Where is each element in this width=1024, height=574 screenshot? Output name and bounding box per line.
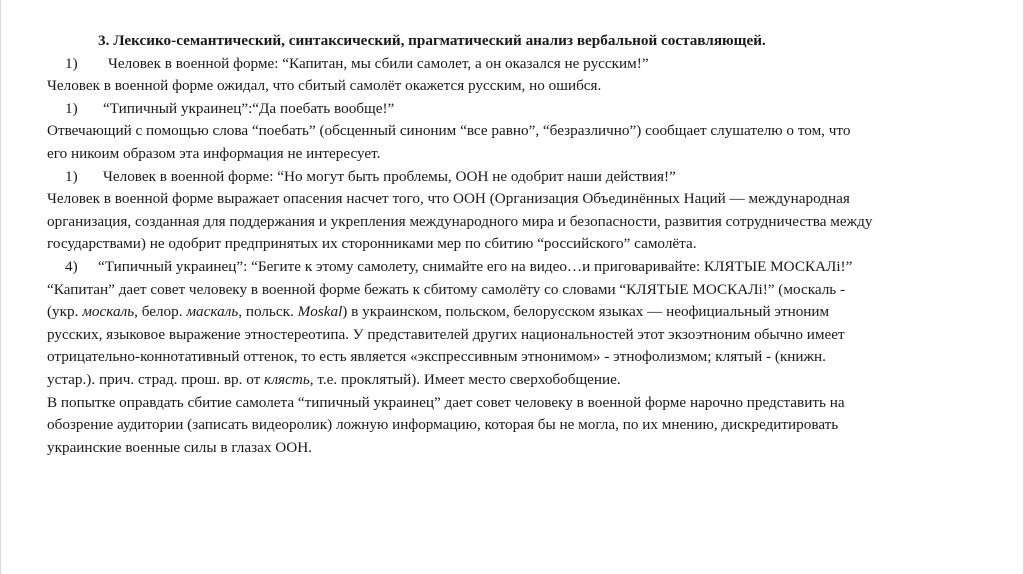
item-text: “Типичный украинец”:“Да поебать вообще!” (103, 99, 395, 117)
text-run: устар.). прич. страд. прош. вр. от (47, 370, 265, 388)
list-item-2 (47, 98, 987, 121)
document-body (47, 30, 987, 459)
paragraph-line: “Капитан” дает совет человеку в военной форме бежать к сбитому самолёту со словами “КЛЯТЫЕ МОСКАЛі!” (москаль - (47, 280, 846, 298)
text-run: , польск. (238, 303, 298, 321)
text-run: , т.е. проклятый). Имеет место сверхобобщение. (309, 370, 621, 388)
list-item-1 (47, 53, 987, 76)
paragraph-line: украинские военные силы в глазах ООН. (47, 438, 312, 456)
item-number: 1) (65, 167, 78, 185)
item-text: Человек в военной форме: “Капитан, мы сбили самолет, а он оказался не русским!” (108, 54, 649, 72)
list-item-3 (47, 166, 987, 189)
italic-word: маскаль (186, 303, 239, 321)
item-text: Человек в военной форме: “Но могут быть проблемы, ООН не одобрит наши действия!” (103, 167, 676, 185)
item-number: 4) (65, 257, 78, 275)
paragraph-line: его никоим образом эта информация не интересует. (47, 144, 381, 162)
paragraph-line: Человек в военной форме выражает опасения насчет того, что ООН (Организация Объединённых Наций — международная (47, 190, 850, 208)
paragraph-line: В попытке оправдать сбитие самолета “типичный украинец” дает совет человеку в военной форме нарочно представить на (47, 393, 845, 411)
paragraph-line: организация, созданная для поддержания и укрепления международного мира и безопасности, развития сотрудничества между (47, 212, 873, 230)
list-item-4 (47, 256, 987, 279)
italic-word: москаль (82, 303, 135, 321)
italic-word: клясть (264, 370, 310, 388)
item-number: 1) (65, 99, 78, 117)
paragraph-line (47, 369, 987, 392)
text-run: ) в украинском, польском, белорусском языках — неофициальный этноним (342, 303, 830, 321)
paragraph-line: отрицательно-коннотативный оттенок, то есть является «экспрессивным этнонимом» - этнофолизмом; клятый - (книжн. (47, 348, 826, 366)
italic-word: Moskal (297, 303, 343, 321)
paragraph-line: русских, языковое выражение этностереотипа. У представителей других национальностей этот экзоэтноним обычно имеет (47, 325, 845, 343)
paragraph-line: Человек в военной форме ожидал, что сбитый самолёт окажется русским, но ошибся. (47, 77, 602, 95)
item-text: “Типичный украинец”: “Бегите к этому самолету, снимайте его на видео…и приговаривайте: КЛЯТЫЕ МОСКАЛі!” (98, 257, 853, 275)
paragraph-line: обозрение аудитории (записать видеоролик) ложную информацию, которая бы не могла, по их мнению, дискредитировать (47, 416, 839, 434)
text-run: (укр. (47, 303, 83, 321)
paragraph-line (47, 301, 987, 324)
paragraph-line: государствами) не одобрит предпринятых их сторонниками мер по сбитию “российского” самолёта. (47, 235, 697, 253)
paragraph-line: Отвечающий с помощью слова “поебать” (обсценный синоним “все равно”, “безразлично”) сообщает слушателю о том, что (47, 122, 851, 140)
text-run: , белор. (134, 303, 187, 321)
page-title: 3. Лексико-семантический, синтаксический, прагматический анализ вербальной составляющей. (98, 32, 766, 49)
item-number: 1) (65, 54, 78, 72)
